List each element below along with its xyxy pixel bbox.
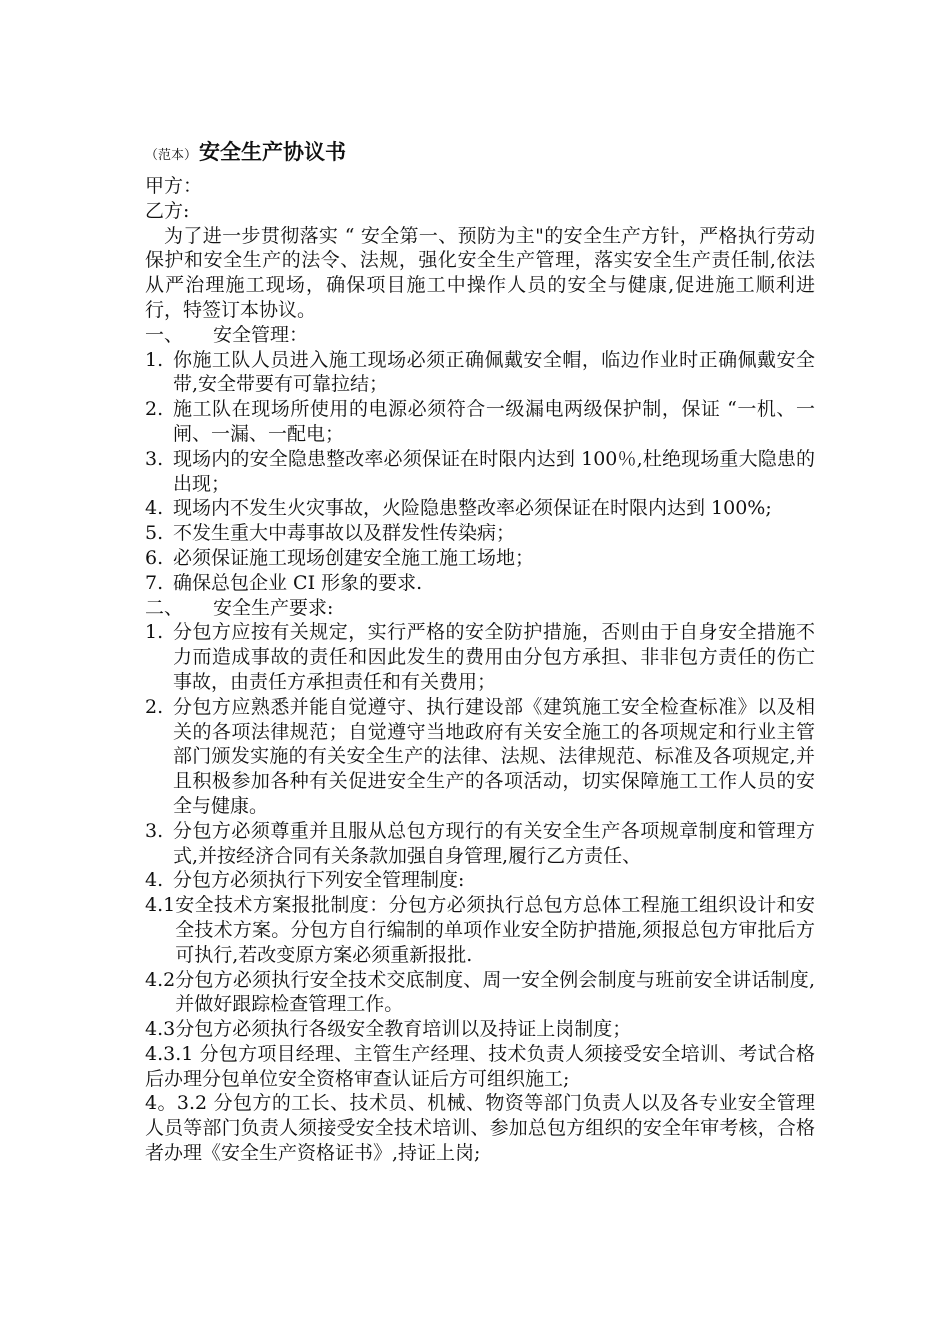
list-text: 施工队在现场所使用的电源必须符合一级漏电两级保护制，保证 “一机、一闸、一漏、一配电； xyxy=(173,398,815,445)
section-2-list xyxy=(145,620,815,1042)
list-text: 你施工队人员进入施工现场必须正确佩戴安全帽，临边作业时正确佩戴安全带,安全带要有可靠拉结； xyxy=(173,348,815,396)
intro-paragraph: 为了进一步贯彻落实 “ 安全第一、预防为主"的安全生产方针，严格执行劳动保护和安全生产的法令、法规，强化安全生产管理，落实安全生产责任制,依法从严治理施工现场，确保项目施工中操作人员的安全与健康,促进施工顺利进行，特签订本协议。 xyxy=(145,224,815,321)
list-text: 分包方必须执行安全技术交底制度、周一安全例会制度与班前安全讲话制度,并做好跟踪检查管理工作。 xyxy=(175,968,815,1016)
title-prefix: （范本） xyxy=(145,148,198,163)
clause-4-3-2: 4。3.2 分包方的工长、技术员、机械、物资等部门负责人以及各专业安全管理人员等部门负责人须接受安全技术培训、参加总包方组织的安全年审考核，合格者办理《安全生产资格证书》,持证上岗; xyxy=(145,1092,815,1165)
section-1-title: 安全管理： xyxy=(213,323,309,346)
section-1-heading xyxy=(145,323,815,348)
list-text: 必须保证施工现场创建安全施工施工场地； xyxy=(173,546,535,569)
list-item xyxy=(145,868,815,893)
list-marker: 5. xyxy=(145,522,164,545)
list-item xyxy=(145,397,815,447)
list-text: 确保总包企业 CI 形象的要求. xyxy=(173,571,423,594)
section-2-number: 二、 xyxy=(145,596,184,619)
list-text: 分包方必须执行各级安全教育培训以及持证上岗制度； xyxy=(175,1018,632,1041)
list-marker: 3. xyxy=(145,819,164,842)
list-text: 不发生重大中毒事故以及群发性传染病； xyxy=(173,522,516,545)
list-marker: 6. xyxy=(145,546,164,569)
list-text: 安全技术方案报批制度：分包方必须执行总包方总体工程施工组织设计和安全技术方案。分包方自行编制的单项作业安全防护措施,须报总包方审批后方可执行,若改变原方案必须重新报批. xyxy=(175,894,815,966)
clause-4-3-1: 4.3.1 分包方项目经理、主管生产经理、技术负责人须接受安全培训、考试合格后办理分包单位安全资格审查认证后方可组织施工; xyxy=(145,1042,815,1090)
document-title xyxy=(145,136,815,166)
list-marker: 3. xyxy=(145,447,164,470)
section-2-title: 安全生产要求: xyxy=(213,596,334,619)
list-item xyxy=(145,695,815,819)
list-item xyxy=(145,571,815,596)
section-1-list xyxy=(145,348,815,596)
list-item xyxy=(145,893,815,967)
section-1-number: 一、 xyxy=(145,323,184,346)
list-item xyxy=(145,620,815,694)
list-item xyxy=(145,447,815,497)
list-text: 分包方应熟悉并能自觉遵守、执行建设部《建筑施工安全检查标准》以及相关的各项法律规范；自觉遵守当地政府有关安全施工的各项规定和行业主管部门颁发实施的有关安全生产的法律、法规、法律规范、标准及各项规定,并且积极参加各种有关促进安全生产的各项活动，切实保障施工工作人员的安全与健康。 xyxy=(173,695,815,817)
list-marker: 2. xyxy=(145,695,164,718)
list-item xyxy=(145,968,815,1018)
document-page xyxy=(145,136,815,1166)
party-a-line: 甲方： xyxy=(145,175,203,197)
list-item xyxy=(145,348,815,398)
list-marker: 4.2 xyxy=(145,968,176,991)
list-text: 分包方必须执行下列安全管理制度: xyxy=(173,869,465,892)
list-text: 现场内的安全隐患整改率必须保证在时限内达到 100％,杜绝现场重大隐患的出现； xyxy=(173,447,815,495)
list-text: 现场内不发生火灾事故，火险隐患整改率必须保证在时限内达到 100%; xyxy=(173,497,772,520)
list-marker: 7. xyxy=(145,571,164,594)
title-main: 安全生产协议书 xyxy=(199,139,347,164)
list-marker: 4.1 xyxy=(145,894,176,917)
list-item xyxy=(145,819,815,869)
list-text: 分包方必须尊重并且服从总包方现行的有关安全生产各项规章制度和管理方式,并按经济合同有关条款加强自身管理,履行乙方责任、 xyxy=(173,819,815,867)
list-item xyxy=(145,496,815,521)
list-marker: 4.3 xyxy=(145,1018,176,1041)
section-2-heading xyxy=(145,596,815,621)
list-item xyxy=(145,546,815,571)
list-marker: 2. xyxy=(145,398,164,421)
list-marker: 1. xyxy=(145,621,164,644)
list-item xyxy=(145,521,815,546)
list-marker: 1. xyxy=(145,348,164,371)
list-item xyxy=(145,1017,815,1042)
list-marker: 4. xyxy=(145,497,164,520)
list-text: 分包方应按有关规定，实行严格的安全防护措施，否则由于自身安全措施不力而造成事故的责任和因此发生的费用由分包方承担、非非包方责任的伤亡事故，由责任方承担责任和有关费用； xyxy=(173,621,815,693)
list-marker: 4. xyxy=(145,869,164,892)
party-b-line: 乙方: xyxy=(145,199,190,222)
